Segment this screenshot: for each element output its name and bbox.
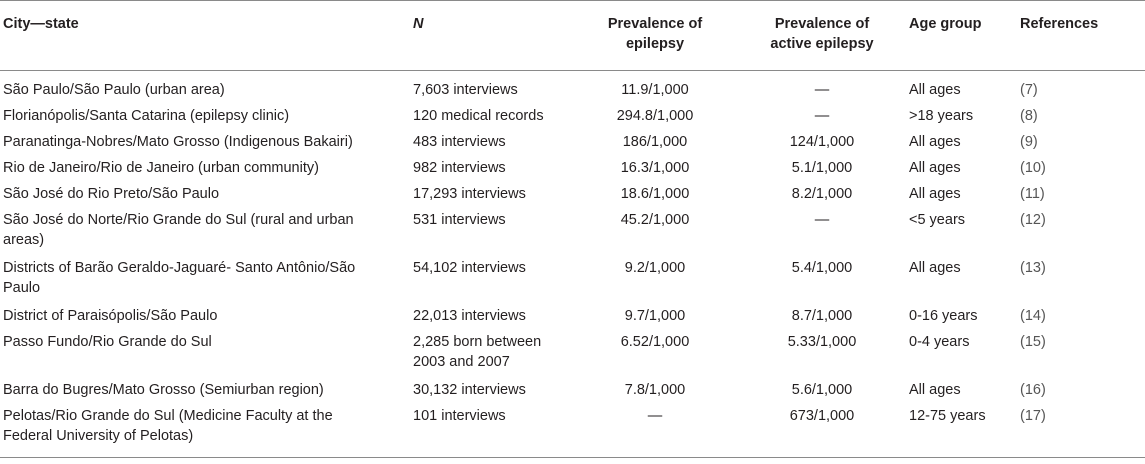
header-age-group: Age group [909,16,982,32]
cell-n-text: 7,603 interviews [413,82,518,98]
cell-active-prevalence-text: 8.7/1,000 [791,308,853,324]
cell-reference-text: (10) [1020,160,1046,176]
cell-n [413,210,573,230]
cell-active-prevalence-text: 124/1,000 [789,134,855,150]
cell-active-prevalence [742,106,902,126]
header-active-line1: Prevalence of [774,16,870,32]
cell-reference-text: (16) [1020,382,1046,398]
cell-city-text: Barra do Bugres/Mato Grosso (Semiurban region) [3,382,324,398]
cell-prevalence [580,332,730,352]
cell-prevalence [580,406,730,426]
cell-reference-text: (15) [1020,334,1046,350]
cell-n [413,258,573,278]
header-city-state: City—state [3,16,79,32]
cell-active-prevalence-text: 8.2/1,000 [791,186,853,202]
cell-active-prevalence-text: — [814,108,830,124]
cell-age-group-text: All ages [909,160,961,176]
cell-city-text: São Paulo/São Paulo (urban area) [3,82,225,98]
cell-age-group-text: 0-16 years [909,308,978,324]
cell-prevalence-text: 11.9/1,000 [621,82,689,98]
cell-prevalence-text: 16.3/1,000 [620,160,690,176]
header-prevalence-line2: epilepsy [625,36,685,52]
cell-active-prevalence [742,258,902,278]
cell-age-group [909,210,1009,230]
cell-reference-text: (17) [1020,408,1046,424]
cell-reference [1020,132,1120,152]
cell-active-prevalence [742,80,902,100]
cell-reference [1020,106,1120,126]
cell-prevalence-text: 45.2/1,000 [620,212,690,228]
cell-age-group-text: All ages [909,82,961,98]
cell-active-prevalence-text: 673/1,000 [789,408,855,424]
cell-city [3,132,398,152]
cell-prevalence-text: 186/1,000 [622,134,688,150]
cell-reference [1020,406,1120,426]
cell-age-group [909,306,1009,326]
cell-n [413,106,573,126]
cell-prevalence [580,380,730,400]
cell-n-text: 982 interviews [413,160,506,176]
cell-prevalence [580,306,730,326]
cell-n [413,80,573,100]
cell-prevalence-text: 9.7/1,000 [624,308,686,324]
cell-n-text: 17,293 interviews [413,186,526,202]
cell-age-group [909,106,1009,126]
cell-reference-text: (12) [1020,212,1046,228]
cell-active-prevalence [742,306,902,326]
cell-city-text: Pelotas/Rio Grande do Sul (Medicine Faculty at the [3,408,333,424]
cell-prevalence-text: 9.2/1,000 [624,260,686,276]
cell-reference [1020,380,1120,400]
cell-age-group-text: All ages [909,134,961,150]
cell-prevalence-text: — [647,408,663,424]
cell-age-group-text: 0-4 years [909,334,970,350]
cell-reference [1020,210,1120,230]
cell-age-group-text: All ages [909,260,961,276]
cell-active-prevalence-text: — [814,82,830,98]
bottom-rule [0,457,1145,458]
cell-prevalence [580,210,730,230]
cell-city [3,158,398,178]
cell-n [413,158,573,178]
cell-reference [1020,80,1120,100]
cell-age-group [909,406,1009,426]
cell-city-text: São José do Rio Preto/São Paulo [3,186,220,202]
cell-city-text: Rio de Janeiro/Rio de Janeiro (urban community) [3,160,319,176]
header-active-prevalence [742,14,902,54]
cell-age-group-text: All ages [909,186,961,202]
cell-city [3,332,398,352]
cell-age-group [909,332,1009,352]
cell-n-text: 120 medical records [413,108,544,124]
header-rule [0,70,1145,71]
cell-age-group-text: >18 years [909,108,974,124]
cell-city [3,306,398,326]
cell-city [3,184,398,204]
cell-city [3,258,398,298]
header-active-line2: active epilepsy [770,36,874,52]
header-references: References [1020,16,1099,32]
cell-n [413,184,573,204]
cell-reference [1020,184,1120,204]
cell-n-text: 101 interviews [413,408,506,424]
cell-city [3,210,398,250]
cell-n-text: 531 interviews [413,212,506,228]
cell-prevalence [580,80,730,100]
cell-active-prevalence [742,380,902,400]
cell-city-text: Florianópolis/Santa Catarina (epilepsy clinic) [3,108,290,124]
cell-age-group-text: 12-75 years [909,408,986,424]
cell-prevalence-text: 18.6/1,000 [620,186,690,202]
cell-active-prevalence [742,184,902,204]
cell-reference-text: (14) [1020,308,1046,324]
cell-age-group [909,184,1009,204]
cell-prevalence [580,258,730,278]
cell-reference-text: (13) [1020,260,1046,276]
cell-active-prevalence-text: 5.33/1,000 [787,334,857,350]
cell-active-prevalence-text: 5.1/1,000 [791,160,853,176]
cell-n-text: 22,013 interviews [413,308,526,324]
cell-prevalence [580,106,730,126]
cell-age-group [909,158,1009,178]
header-prevalence [580,14,730,54]
header-prevalence-line1: Prevalence of [607,16,703,32]
cell-city-text: Paranatinga-Nobres/Mato Grosso (Indigenous Bakairi) [3,134,353,150]
cell-city-text: District of Paraisópolis/São Paulo [3,308,218,324]
cell-age-group [909,258,1009,278]
cell-city-text-line2: Federal University of Pelotas) [3,428,194,444]
cell-reference [1020,158,1120,178]
cell-age-group [909,132,1009,152]
top-rule [0,0,1145,1]
cell-reference [1020,306,1120,326]
cell-city-text-line2: areas) [3,232,45,248]
cell-prevalence [580,158,730,178]
cell-n-text-line2: 2003 and 2007 [413,354,510,370]
cell-n [413,332,573,372]
cell-active-prevalence [742,158,902,178]
cell-reference [1020,332,1120,352]
cell-city [3,406,398,446]
cell-prevalence [580,184,730,204]
cell-age-group [909,380,1009,400]
cell-n [413,306,573,326]
cell-age-group-text: All ages [909,382,961,398]
cell-city [3,380,398,400]
cell-active-prevalence-text: 5.6/1,000 [791,382,853,398]
cell-prevalence [580,132,730,152]
cell-n-text: 483 interviews [413,134,506,150]
cell-prevalence-text: 6.52/1,000 [620,334,690,350]
cell-city-text-line2: Paulo [3,280,41,296]
cell-n-text: 2,285 born between [413,334,542,350]
cell-reference-text: (8) [1020,108,1038,124]
cell-city-text: Districts of Barão Geraldo-Jaguaré- Santo Antônio/São [3,260,356,276]
cell-reference-text: (11) [1020,186,1045,202]
cell-city [3,106,398,126]
cell-reference [1020,258,1120,278]
cell-active-prevalence-text: 5.4/1,000 [791,260,853,276]
cell-prevalence-text: 294.8/1,000 [616,108,694,124]
header-n: N [413,16,424,32]
cell-n-text: 30,132 interviews [413,382,526,398]
cell-age-group-text: <5 years [909,212,966,228]
cell-active-prevalence [742,210,902,230]
cell-city [3,80,398,100]
cell-active-prevalence [742,406,902,426]
cell-active-prevalence [742,132,902,152]
cell-city-text: São José do Norte/Rio Grande do Sul (rural and urban [3,212,354,228]
cell-age-group [909,80,1009,100]
cell-n [413,406,573,426]
cell-city-text: Passo Fundo/Rio Grande do Sul [3,334,212,350]
cell-n [413,132,573,152]
cell-active-prevalence-text: — [814,212,830,228]
cell-n-text: 54,102 interviews [413,260,526,276]
cell-reference-text: (7) [1020,82,1038,98]
cell-active-prevalence [742,332,902,352]
cell-prevalence-text: 7.8/1,000 [624,382,686,398]
cell-reference-text: (9) [1020,134,1038,150]
cell-n [413,380,573,400]
